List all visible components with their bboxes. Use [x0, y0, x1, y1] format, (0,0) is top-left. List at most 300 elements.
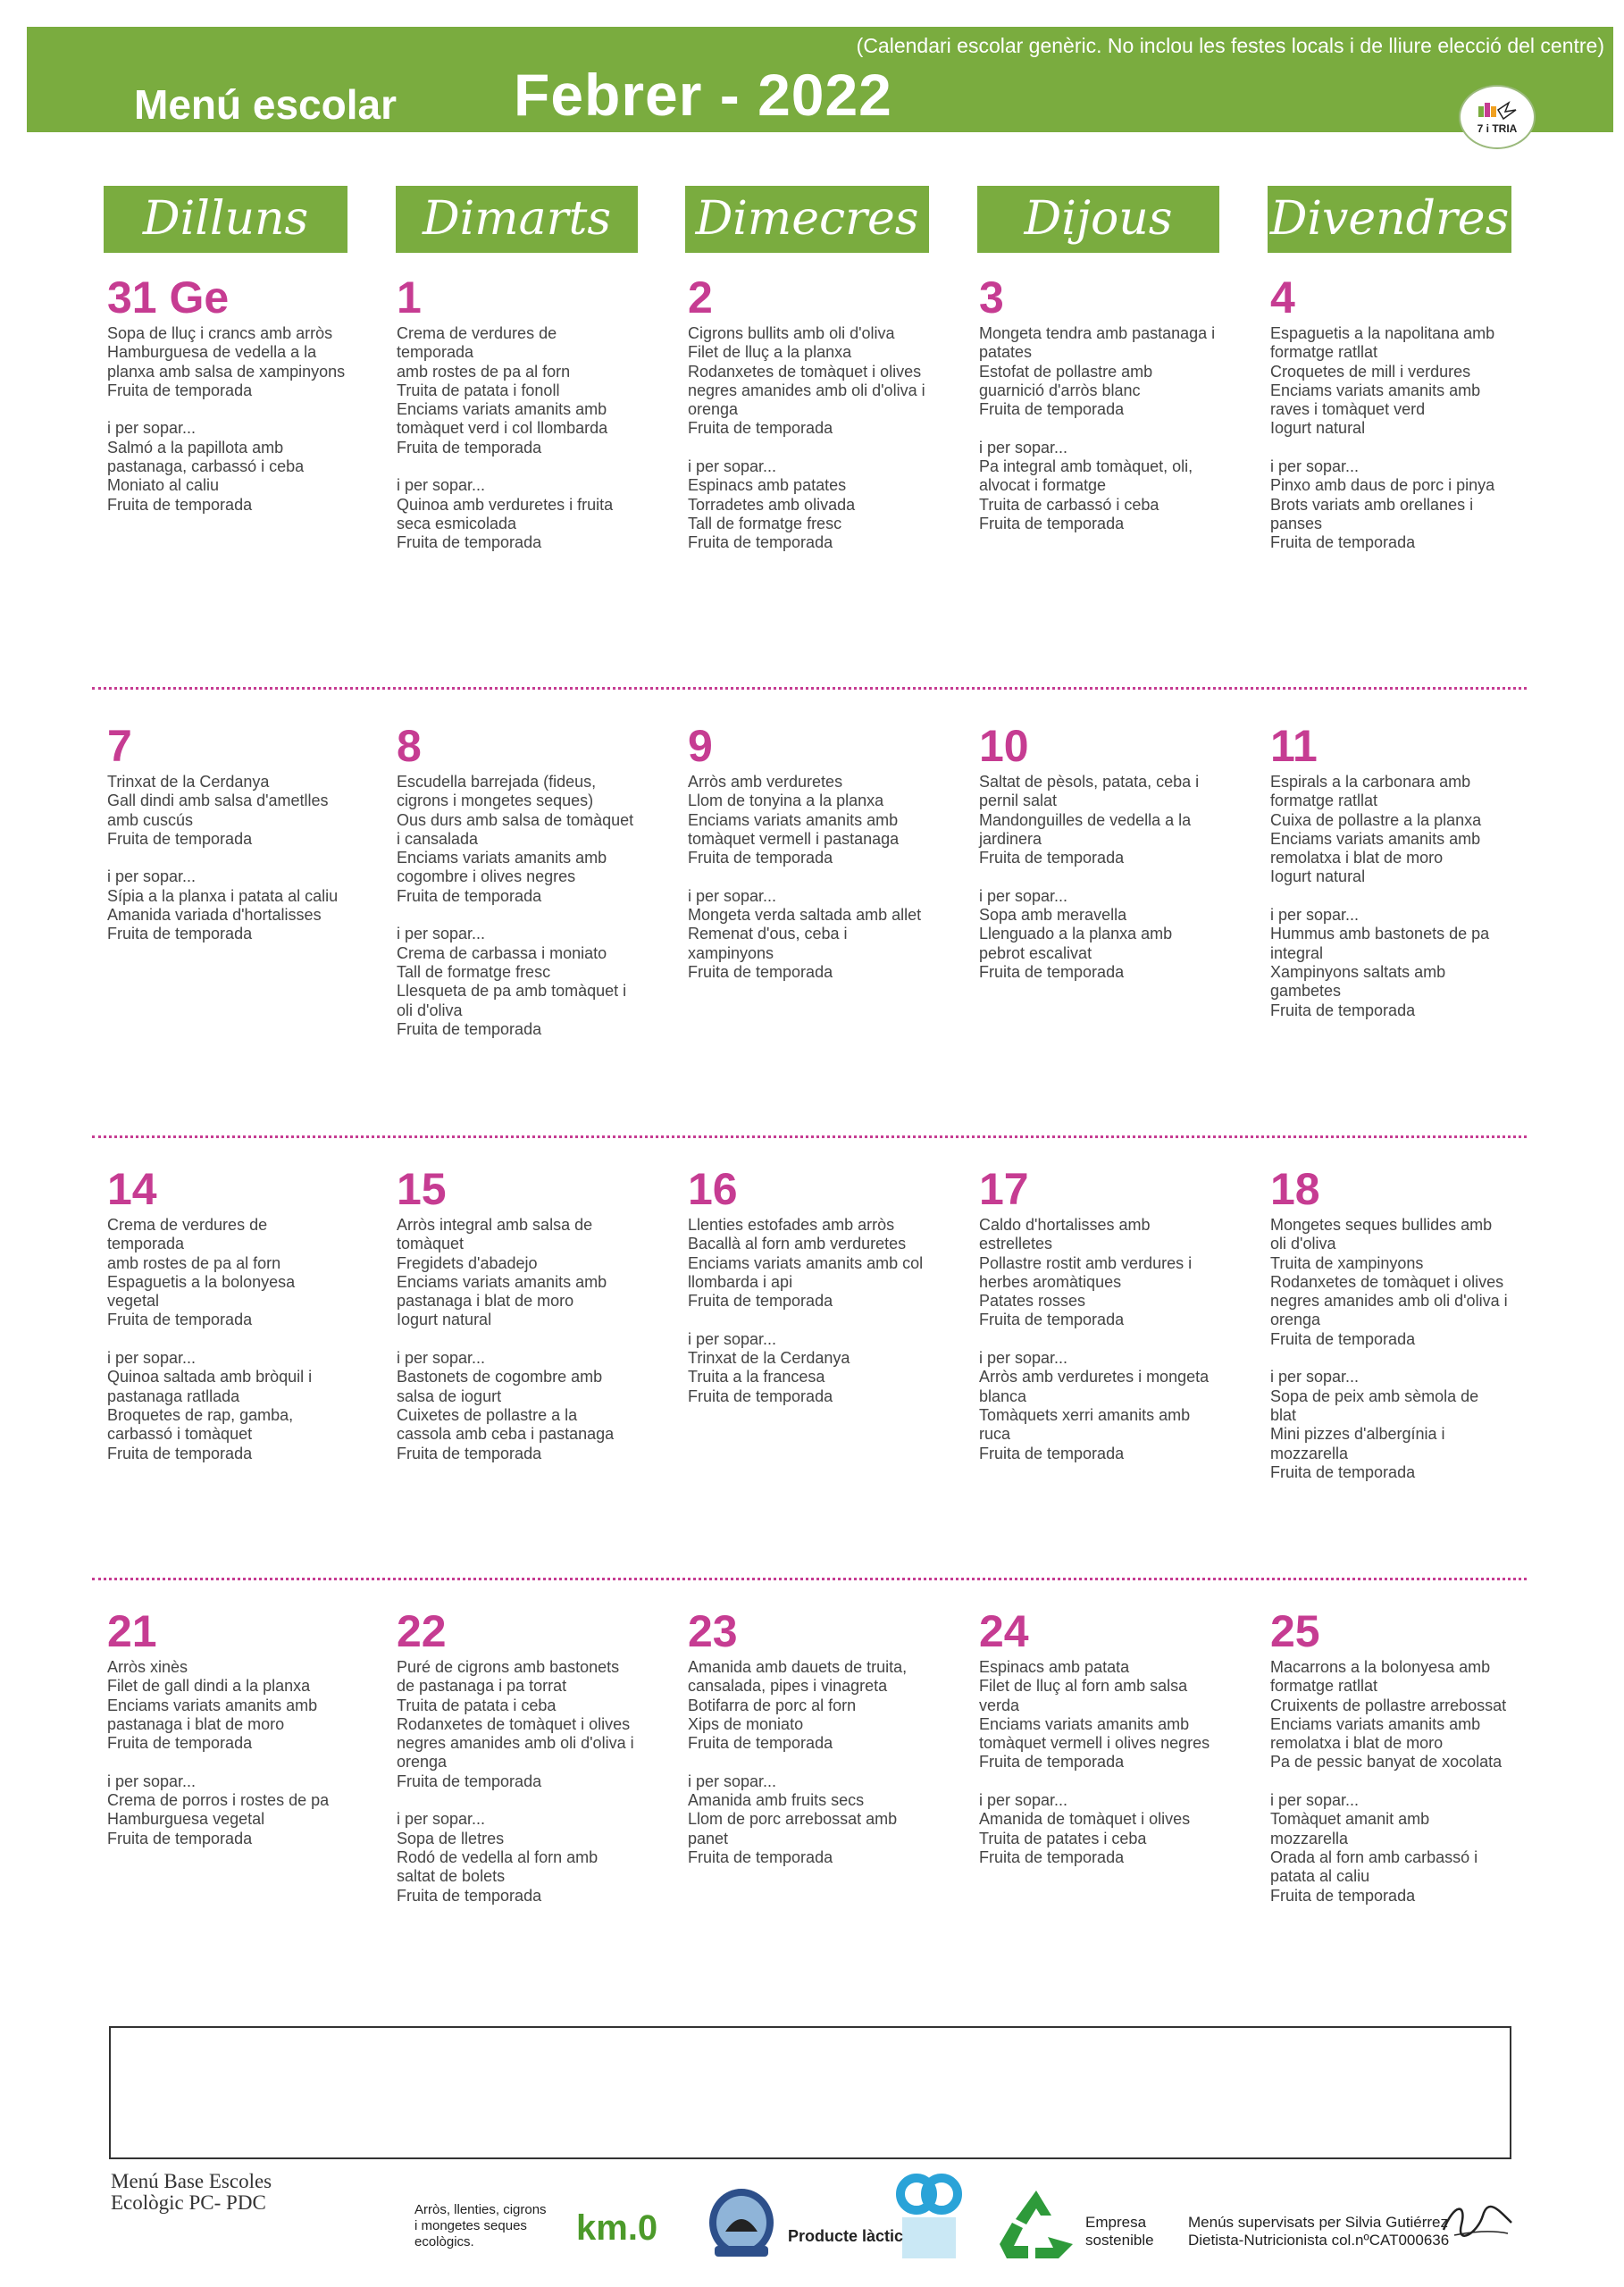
menu-item: Sopa de peix amb sèmola de: [1270, 1386, 1479, 1405]
menu-item: temporada: [397, 343, 474, 362]
menu-item: Fruita de temporada: [979, 1444, 1125, 1462]
eco-note-line: Arròs, llenties, cigrons: [414, 2202, 547, 2217]
menu-item: Fruita de temporada: [397, 1444, 542, 1462]
menu-item: tomàquet vermell i pastanaga: [688, 829, 900, 848]
menu-item: Bacallà al forn amb verduretes: [688, 1235, 907, 1253]
day-cell: [688, 1606, 947, 1867]
menu-item: i per sopar...: [107, 419, 197, 438]
day-number: 17: [979, 1164, 1029, 1214]
menu-item: Fruita de temporada: [688, 419, 833, 438]
menu-item: i per sopar...: [397, 925, 486, 943]
menu-item: verda: [979, 1696, 1020, 1714]
menu-item: Xampinyons saltats amb: [1270, 962, 1446, 981]
menu-item: Rodanxetes de tomàquet i olives: [1270, 1272, 1504, 1291]
menu-item: patata al caliu: [1270, 1867, 1370, 1886]
menu-item: Rodanxetes de tomàquet i olives: [397, 1714, 631, 1733]
menu-item: Remenat d'ous, ceba i: [688, 925, 848, 943]
day-number: 4: [1270, 272, 1295, 323]
menu-item: Sopa de lluç i crancs amb arròs: [107, 324, 333, 342]
menu-item: Espinacs amb patata: [979, 1658, 1130, 1676]
menu-gap: [979, 419, 1238, 438]
menu-item: Hummus amb bastonets de pa: [1270, 925, 1490, 943]
menu-item: Enciams variats amanits amb: [397, 400, 607, 419]
menu-item: Fruita de temporada: [1270, 533, 1416, 552]
menu-item: formatge ratllat: [1270, 1677, 1378, 1696]
menu-gap: [1270, 1772, 1529, 1791]
menu-item: pebrot escalivat: [979, 943, 1092, 962]
menu-item: Enciams variats amanits amb: [688, 810, 899, 829]
menu-item: Truita de patata i ceba: [397, 1696, 557, 1714]
menu-item: Fruita de temporada: [107, 1311, 253, 1329]
menu-item: Fruita de temporada: [979, 1753, 1125, 1772]
menu-item: Amanida amb dauets de truita,: [688, 1658, 908, 1676]
menu-item: i per sopar...: [107, 867, 197, 886]
menu-item: Fruita de temporada: [979, 849, 1125, 867]
menu-item: tomàquet: [397, 1235, 465, 1253]
menu-item: Espirals a la carbonara amb: [1270, 773, 1471, 791]
menu-item: Crema de carbassa i moniato: [397, 943, 607, 962]
menu-item: Iogurt natural: [397, 1311, 492, 1329]
menu-item: tomàquet verd i col llombarda: [397, 419, 608, 438]
menu-item: i per sopar...: [979, 886, 1068, 905]
weekday-header: Dijous: [977, 186, 1219, 253]
day-cell: [1270, 1606, 1529, 1906]
menu-item: Fruita de temporada: [107, 925, 253, 943]
menu-item: Rodanxetes de tomàquet i olives: [688, 362, 922, 381]
menu-item: Espaguetis a la bolonyesa: [107, 1272, 296, 1291]
menu-item: Fruita de temporada: [688, 1734, 833, 1753]
menu-item: pastanaga, carbassó i ceba: [107, 457, 305, 476]
menu-item: Enciams variats amanits amb: [1270, 381, 1481, 399]
menu-item: Estofat de pollastre amb: [979, 362, 1153, 381]
supervision-line: Menús supervisats per Silvia Gutiérrez: [1188, 2214, 1449, 2231]
menu-item: cogombre i olives negres: [397, 867, 576, 886]
day-number: 3: [979, 272, 1004, 323]
day-number: 15: [397, 1164, 447, 1214]
menu-item: Fruita de temporada: [688, 1847, 833, 1866]
menu-item: Fruita de temporada: [1270, 1462, 1416, 1481]
day-cell: [979, 1164, 1238, 1463]
menu-item: Mongeta verda saltada amb allet: [688, 906, 922, 925]
sustainable-line: sostenible: [1085, 2232, 1154, 2249]
menu-item: Arròs xinès: [107, 1658, 188, 1676]
menu-item: Fruita de temporada: [688, 962, 833, 981]
menu-item: Pinxo amb daus de porc i pinya: [1270, 476, 1495, 495]
eco-note: [414, 2202, 566, 2250]
day-number: 7: [107, 721, 132, 771]
menu-item: Mongetes seques bullides amb: [1270, 1216, 1493, 1234]
menu-item: carbassó i tomàquet: [107, 1425, 253, 1444]
menu-item: Fruita de temporada: [107, 495, 253, 514]
day-cell: [1270, 721, 1529, 1020]
day-cell: [688, 272, 947, 553]
eco-note-line: ecològics.: [414, 2234, 474, 2249]
menu-item: Llenties estofades amb arròs: [688, 1216, 895, 1234]
menu-item: i per sopar...: [107, 1349, 197, 1368]
signature: [1436, 2198, 1517, 2242]
weekday-header: Dimarts: [396, 186, 638, 253]
footer-menu-base: [111, 2171, 272, 2214]
footer-line-1: Menú Base Escoles: [111, 2170, 272, 2192]
menu-item: Croquetes de mill i verdures: [1270, 362, 1471, 381]
menu-item: Escudella barrejada (fideus,: [397, 773, 597, 791]
menu-item: Arròs amb verduretes: [688, 773, 843, 791]
menu-item: Amanida variada d'hortalisses: [107, 906, 322, 925]
menu-gap: [688, 439, 947, 457]
menu-item: formatge ratllat: [1270, 343, 1378, 362]
menu-item: Orada al forn amb carbassó i: [1270, 1847, 1478, 1866]
menu-item: Espaguetis a la napolitana amb: [1270, 324, 1495, 342]
day-number: 24: [979, 1606, 1029, 1656]
day-number: 31 Ge: [107, 272, 230, 323]
day-number: 10: [979, 721, 1029, 771]
menu-item: i per sopar...: [688, 457, 777, 476]
supervision-note: [1188, 2214, 1449, 2249]
menu-item: Tall de formatge fresc: [688, 514, 842, 532]
menu-item: orenga: [397, 1753, 448, 1772]
day-number: 25: [1270, 1606, 1320, 1656]
menu-item: Fruita de temporada: [397, 1886, 542, 1905]
menu-item: Filet de gall dindi a la planxa: [107, 1677, 311, 1696]
menu-item: Caldo d'hortalisses amb: [979, 1216, 1151, 1234]
menu-item: Enciams variats amanits amb: [979, 1714, 1190, 1733]
menu-item: cansalada, pipes i vinagreta: [688, 1677, 888, 1696]
menu-gap: [397, 906, 656, 925]
menu-item: i per sopar...: [688, 1772, 777, 1790]
menu-item: Fruita de temporada: [979, 400, 1125, 419]
day-cell: [979, 1606, 1238, 1867]
menu-item: pastanaga i blat de moro: [397, 1292, 574, 1311]
menu-item: jardinera: [979, 829, 1042, 848]
menu-item: Fruita de temporada: [397, 886, 542, 905]
notes-box: [109, 2026, 1511, 2159]
day-cell: [688, 1164, 947, 1406]
menu-item: Fruita de temporada: [397, 1019, 542, 1038]
menu-item: gambetes: [1270, 982, 1342, 1001]
menu-item: i per sopar...: [1270, 1791, 1360, 1810]
day-cell: [1270, 272, 1529, 553]
day-cell: [688, 721, 947, 982]
day-cell: [397, 272, 656, 553]
menu-item: i cansalada: [397, 829, 479, 848]
menu-item: Fruita de temporada: [688, 849, 833, 867]
day-cell: [397, 1606, 656, 1906]
menu-gap: [688, 1753, 947, 1772]
menu-item: negres amanides amb oli d'oliva i: [688, 381, 925, 399]
menu-item: Cruixents de pollastre arrebossat: [1270, 1696, 1507, 1714]
menu-item: Truita a la francesa: [688, 1368, 825, 1386]
menu-gap: [979, 867, 1238, 886]
menu-item: Fruita de temporada: [1270, 1001, 1416, 1019]
menu-item: i per sopar...: [107, 1772, 197, 1790]
menu-item: Fruita de temporada: [1270, 1886, 1416, 1905]
menu-item: i per sopar...: [1270, 906, 1360, 925]
menu-gap: [107, 849, 366, 867]
menu-item: i per sopar...: [1270, 1368, 1360, 1386]
menu-item: Saltat de pèsols, patata, ceba i: [979, 773, 1200, 791]
menu-item: pastanaga i blat de moro: [107, 1714, 285, 1733]
menu-item: raves i tomàquet verd: [1270, 400, 1426, 419]
menu-item: Truita de carbassó i ceba: [979, 495, 1159, 514]
menu-item: Mandonguilles de vedella a la: [979, 810, 1192, 829]
menu-gap: [979, 1330, 1238, 1349]
menu-item: guarnició d'arròs blanc: [979, 381, 1141, 399]
menu-item: pastanaga ratllada: [107, 1386, 240, 1405]
menu-item: remolatxa i blat de moro: [1270, 1734, 1444, 1753]
menu-item: Truita de patates i ceba: [979, 1829, 1147, 1847]
menu-item: Filet de lluç a la planxa: [688, 343, 852, 362]
day-number: 8: [397, 721, 422, 771]
menu-item: xampinyons: [688, 943, 774, 962]
menu-item: Iogurt natural: [1270, 867, 1366, 886]
menu-item: Enciams variats amanits amb: [1270, 1714, 1481, 1733]
menu-item: panet: [688, 1829, 729, 1847]
menu-item: Fruita de temporada: [107, 1829, 253, 1847]
logo-text: 7 i TRIA: [1477, 122, 1518, 135]
day-cell: [107, 1606, 366, 1848]
menu-item: i per sopar...: [979, 1349, 1068, 1368]
month-title: Febrer - 2022: [514, 62, 892, 128]
menu-item: Mongeta tendra amb pastanaga i: [979, 324, 1216, 342]
menu-item: negres amanides amb oli d'oliva i: [397, 1734, 634, 1753]
menu-item: Patates rosses: [979, 1292, 1086, 1311]
menu-item: Fruita de temporada: [397, 1772, 542, 1790]
menu-item: Ous durs amb salsa de tomàquet: [397, 810, 634, 829]
menu-item: Trinxat de la Cerdanya: [688, 1349, 850, 1368]
menu-item: i per sopar...: [688, 1329, 777, 1348]
menu-item: Fruita de temporada: [688, 1386, 833, 1405]
day-number: 9: [688, 721, 713, 771]
menu-item: Truita de xampinyons: [1270, 1253, 1424, 1272]
menu-gap: [107, 1753, 366, 1772]
menu-item: i per sopar...: [397, 1810, 486, 1829]
menu-item: Bastonets de cogombre amb: [397, 1368, 603, 1386]
menu-item: Rodó de vedella al forn amb: [397, 1847, 599, 1866]
menu-item: Fruita de temporada: [107, 1444, 253, 1462]
menu-item: orenga: [688, 400, 739, 419]
menu-item: Trinxat de la Cerdanya: [107, 773, 270, 791]
dairy-farm-logo: [706, 2180, 777, 2260]
weekday-header: Divendres: [1268, 186, 1511, 253]
menu-item: Arròs amb verduretes i mongeta: [979, 1368, 1210, 1386]
menu-item: Torradetes amb olivada: [688, 495, 856, 514]
menu-item: oli d'oliva: [397, 1001, 463, 1019]
day-number: 11: [1270, 721, 1318, 771]
menu-gap: [688, 867, 947, 886]
menu-item: oli d'oliva: [1270, 1235, 1336, 1253]
menu-item: Enciams variats amanits amb: [1270, 829, 1481, 848]
menu-item: patates: [979, 343, 1033, 362]
day-cell: [979, 721, 1238, 982]
menu-item: Gall dindi amb salsa d'ametlles: [107, 792, 329, 810]
menu-item: Brots variats amb orellanes i: [1270, 495, 1474, 514]
menu-item: Filet de lluç al forn amb salsa: [979, 1677, 1188, 1696]
menu-item: Fruita de temporada: [979, 514, 1125, 532]
menu-item: Espinacs amb patates: [688, 476, 847, 495]
menu-item: amb rostes de pa al forn: [397, 362, 571, 381]
menu-item: orenga: [1270, 1311, 1321, 1329]
menu-gap: [107, 400, 366, 419]
menu-item: Sípia a la planxa i patata al caliu: [107, 886, 339, 905]
menu-item: Llesqueta de pa amb tomàquet i: [397, 982, 627, 1001]
menu-item: Amanida de tomàquet i olives: [979, 1810, 1191, 1829]
day-number: 18: [1270, 1164, 1320, 1214]
menu-item: Salmó a la papillota amb: [107, 438, 284, 457]
menu-item: vegetal: [107, 1292, 160, 1311]
menu-item: panses: [1270, 514, 1323, 532]
day-number: 16: [688, 1164, 738, 1214]
menu-item: seca esmicolada: [397, 514, 517, 532]
menu-gap: [1270, 439, 1529, 457]
menu-item: pernil salat: [979, 792, 1058, 810]
menu-item: Fruita de temporada: [397, 438, 542, 457]
menu-item: Fruita de temporada: [979, 962, 1125, 981]
menu-item: Pa integral amb tomàquet, oli,: [979, 457, 1193, 476]
menu-item: Llenguado a la planxa amb: [979, 925, 1173, 943]
day-number: 21: [107, 1606, 157, 1656]
menu-gap: [979, 1772, 1238, 1791]
menu-item: Pollastre rostit amb verdures i: [979, 1253, 1193, 1272]
menu-item: i per sopar...: [979, 438, 1068, 457]
logo-icon: [1477, 99, 1518, 121]
menu-item: Sopa de lletres: [397, 1829, 505, 1847]
menu-gap: [107, 1330, 366, 1349]
menu-gap: [1270, 1349, 1529, 1368]
menu-item: Enciams variats amanits amb: [397, 1272, 607, 1291]
menu-item: Enciams variats amanits amb: [107, 1696, 318, 1714]
menu-item: i per sopar...: [979, 1791, 1068, 1810]
supervision-line: Dietista-Nutricionista col.nºCAT000636: [1188, 2232, 1450, 2249]
menu-gap: [1270, 887, 1529, 906]
menu-item: amb rostes de pa al forn: [107, 1253, 281, 1272]
menu-item: Tomàquet amanit amb: [1270, 1810, 1430, 1829]
menu-gap: [397, 457, 656, 476]
menu-item: Botifarra de porc al forn: [688, 1696, 857, 1714]
menu-item: blat: [1270, 1405, 1297, 1424]
menu-item: Tomàquets xerri amanits amb: [979, 1405, 1191, 1424]
day-number: 23: [688, 1606, 738, 1656]
menu-item: Moniato al caliu: [107, 476, 220, 495]
business-social-value-logo: [893, 2173, 965, 2262]
menu-item: de pastanaga i pa torrat: [397, 1677, 567, 1696]
menu-item: i per sopar...: [397, 476, 486, 495]
km0-logo: km.0: [576, 2208, 658, 2248]
recycle-icon: [996, 2187, 1076, 2260]
menu-item: Fruita de temporada: [107, 381, 253, 399]
sustainable-line: Empresa: [1085, 2214, 1147, 2231]
menu-item: llombarda i api: [688, 1272, 793, 1291]
menu-item: estrelletes: [979, 1235, 1053, 1253]
menu-item: temporada: [107, 1235, 185, 1253]
weekday-header: Dilluns: [104, 186, 347, 253]
day-cell: [979, 272, 1238, 533]
menu-item: Fruita de temporada: [397, 533, 542, 552]
menu-item: Mini pizzes d'albergínia i: [1270, 1425, 1445, 1444]
day-cell: [397, 721, 656, 1039]
menu-gap: [397, 1791, 656, 1810]
menu-item: Crema de verdures de: [397, 324, 557, 342]
menu-item: Quinoa saltada amb bròquil i: [107, 1368, 313, 1386]
menu-item: salsa de iogurt: [397, 1386, 502, 1405]
menu-item: formatge ratllat: [1270, 792, 1378, 810]
week-separator: [92, 1135, 1527, 1138]
menu-item: mozzarella: [1270, 1829, 1349, 1847]
menu-item: Fruita de temporada: [688, 1292, 833, 1311]
menu-item: negres amanides amb oli d'oliva i: [1270, 1292, 1508, 1311]
menu-gap: [688, 1311, 947, 1329]
menu-item: cassola amb ceba i pastanaga: [397, 1425, 615, 1444]
eco-note-line: i mongetes seques: [414, 2218, 527, 2233]
footer-line-2: Ecològic PC- PDC: [111, 2191, 266, 2214]
menu-item: i per sopar...: [688, 886, 777, 905]
day-number: 14: [107, 1164, 157, 1214]
menu-item: mozzarella: [1270, 1444, 1349, 1462]
week-separator: [92, 687, 1527, 690]
menu-item: Fruita de temporada: [688, 533, 833, 552]
menu-item: Fruita de temporada: [107, 1734, 253, 1753]
menu-item: i per sopar...: [1270, 457, 1360, 476]
day-number: 2: [688, 272, 713, 323]
menu-item: Macarrons a la bolonyesa amb: [1270, 1658, 1491, 1676]
menu-item: Cigrons bullits amb oli d'oliva: [688, 324, 895, 342]
menu-item: Fruita de temporada: [979, 1847, 1125, 1866]
menu-item: Crema de porros i rostes de pa: [107, 1791, 330, 1810]
menu-item: Broquetes de rap, gamba,: [107, 1405, 294, 1424]
menu-item: Llom de tonyina a la planxa: [688, 792, 884, 810]
day-number: 1: [397, 272, 422, 323]
menu-item: Cuixetes de pollastre a la: [397, 1405, 578, 1424]
weekday-header: Dimecres: [685, 186, 929, 253]
page-title: Menú escolar: [134, 81, 397, 128]
menu-item: Fruita de temporada: [107, 829, 253, 848]
menu-item: cigrons i mongetes seques): [397, 792, 594, 810]
day-cell: [107, 272, 366, 515]
menu-item: Amanida amb fruits secs: [688, 1791, 865, 1810]
menu-item: planxa amb salsa de xampinyons: [107, 362, 346, 381]
menu-item: saltat de bolets: [397, 1867, 506, 1886]
menu-item: Arròs integral amb salsa de: [397, 1216, 593, 1234]
sustainable-label: [1085, 2214, 1154, 2249]
menu-item: Fregidets d'abadejo: [397, 1253, 538, 1272]
menu-item: Crema de verdures de: [107, 1216, 268, 1234]
menu-item: Puré de cigrons amb bastonets: [397, 1658, 620, 1676]
menu-item: Pa de pessic banyat de xocolata: [1270, 1753, 1503, 1772]
menu-item: Iogurt natural: [1270, 419, 1366, 438]
calendar-note: (Calendari escolar genèric. No inclou les festes locals i de lliure elecció del centre): [856, 34, 1604, 57]
menu-item: alvocat i formatge: [979, 476, 1107, 495]
menu-item: Hamburguesa vegetal: [107, 1810, 265, 1829]
menu-item: herbes aromàtiques: [979, 1272, 1122, 1291]
menu-item: Truita de patata i fonoll: [397, 381, 560, 399]
menu-item: i per sopar...: [397, 1349, 486, 1368]
day-number: 22: [397, 1606, 447, 1656]
menu-gap: [397, 1330, 656, 1349]
menu-item: Sopa amb meravella: [979, 906, 1127, 925]
menu-item: integral: [1270, 943, 1324, 962]
day-cell: [397, 1164, 656, 1463]
menu-item: blanca: [979, 1386, 1027, 1405]
menu-item: Enciams variats amanits amb: [397, 849, 607, 867]
menu-item: Cuixa de pollastre a la planxa: [1270, 810, 1482, 829]
menu-item: Fruita de temporada: [1270, 1329, 1416, 1348]
menu-item: Xips de moniato: [688, 1714, 804, 1733]
dairy-label: Producte làctic: [788, 2227, 904, 2245]
week-separator: [92, 1578, 1527, 1580]
day-cell: [107, 1164, 366, 1463]
menu-item: ruca: [979, 1425, 1011, 1444]
day-cell: [1270, 1164, 1529, 1482]
menu-item: amb cuscús: [107, 810, 194, 829]
